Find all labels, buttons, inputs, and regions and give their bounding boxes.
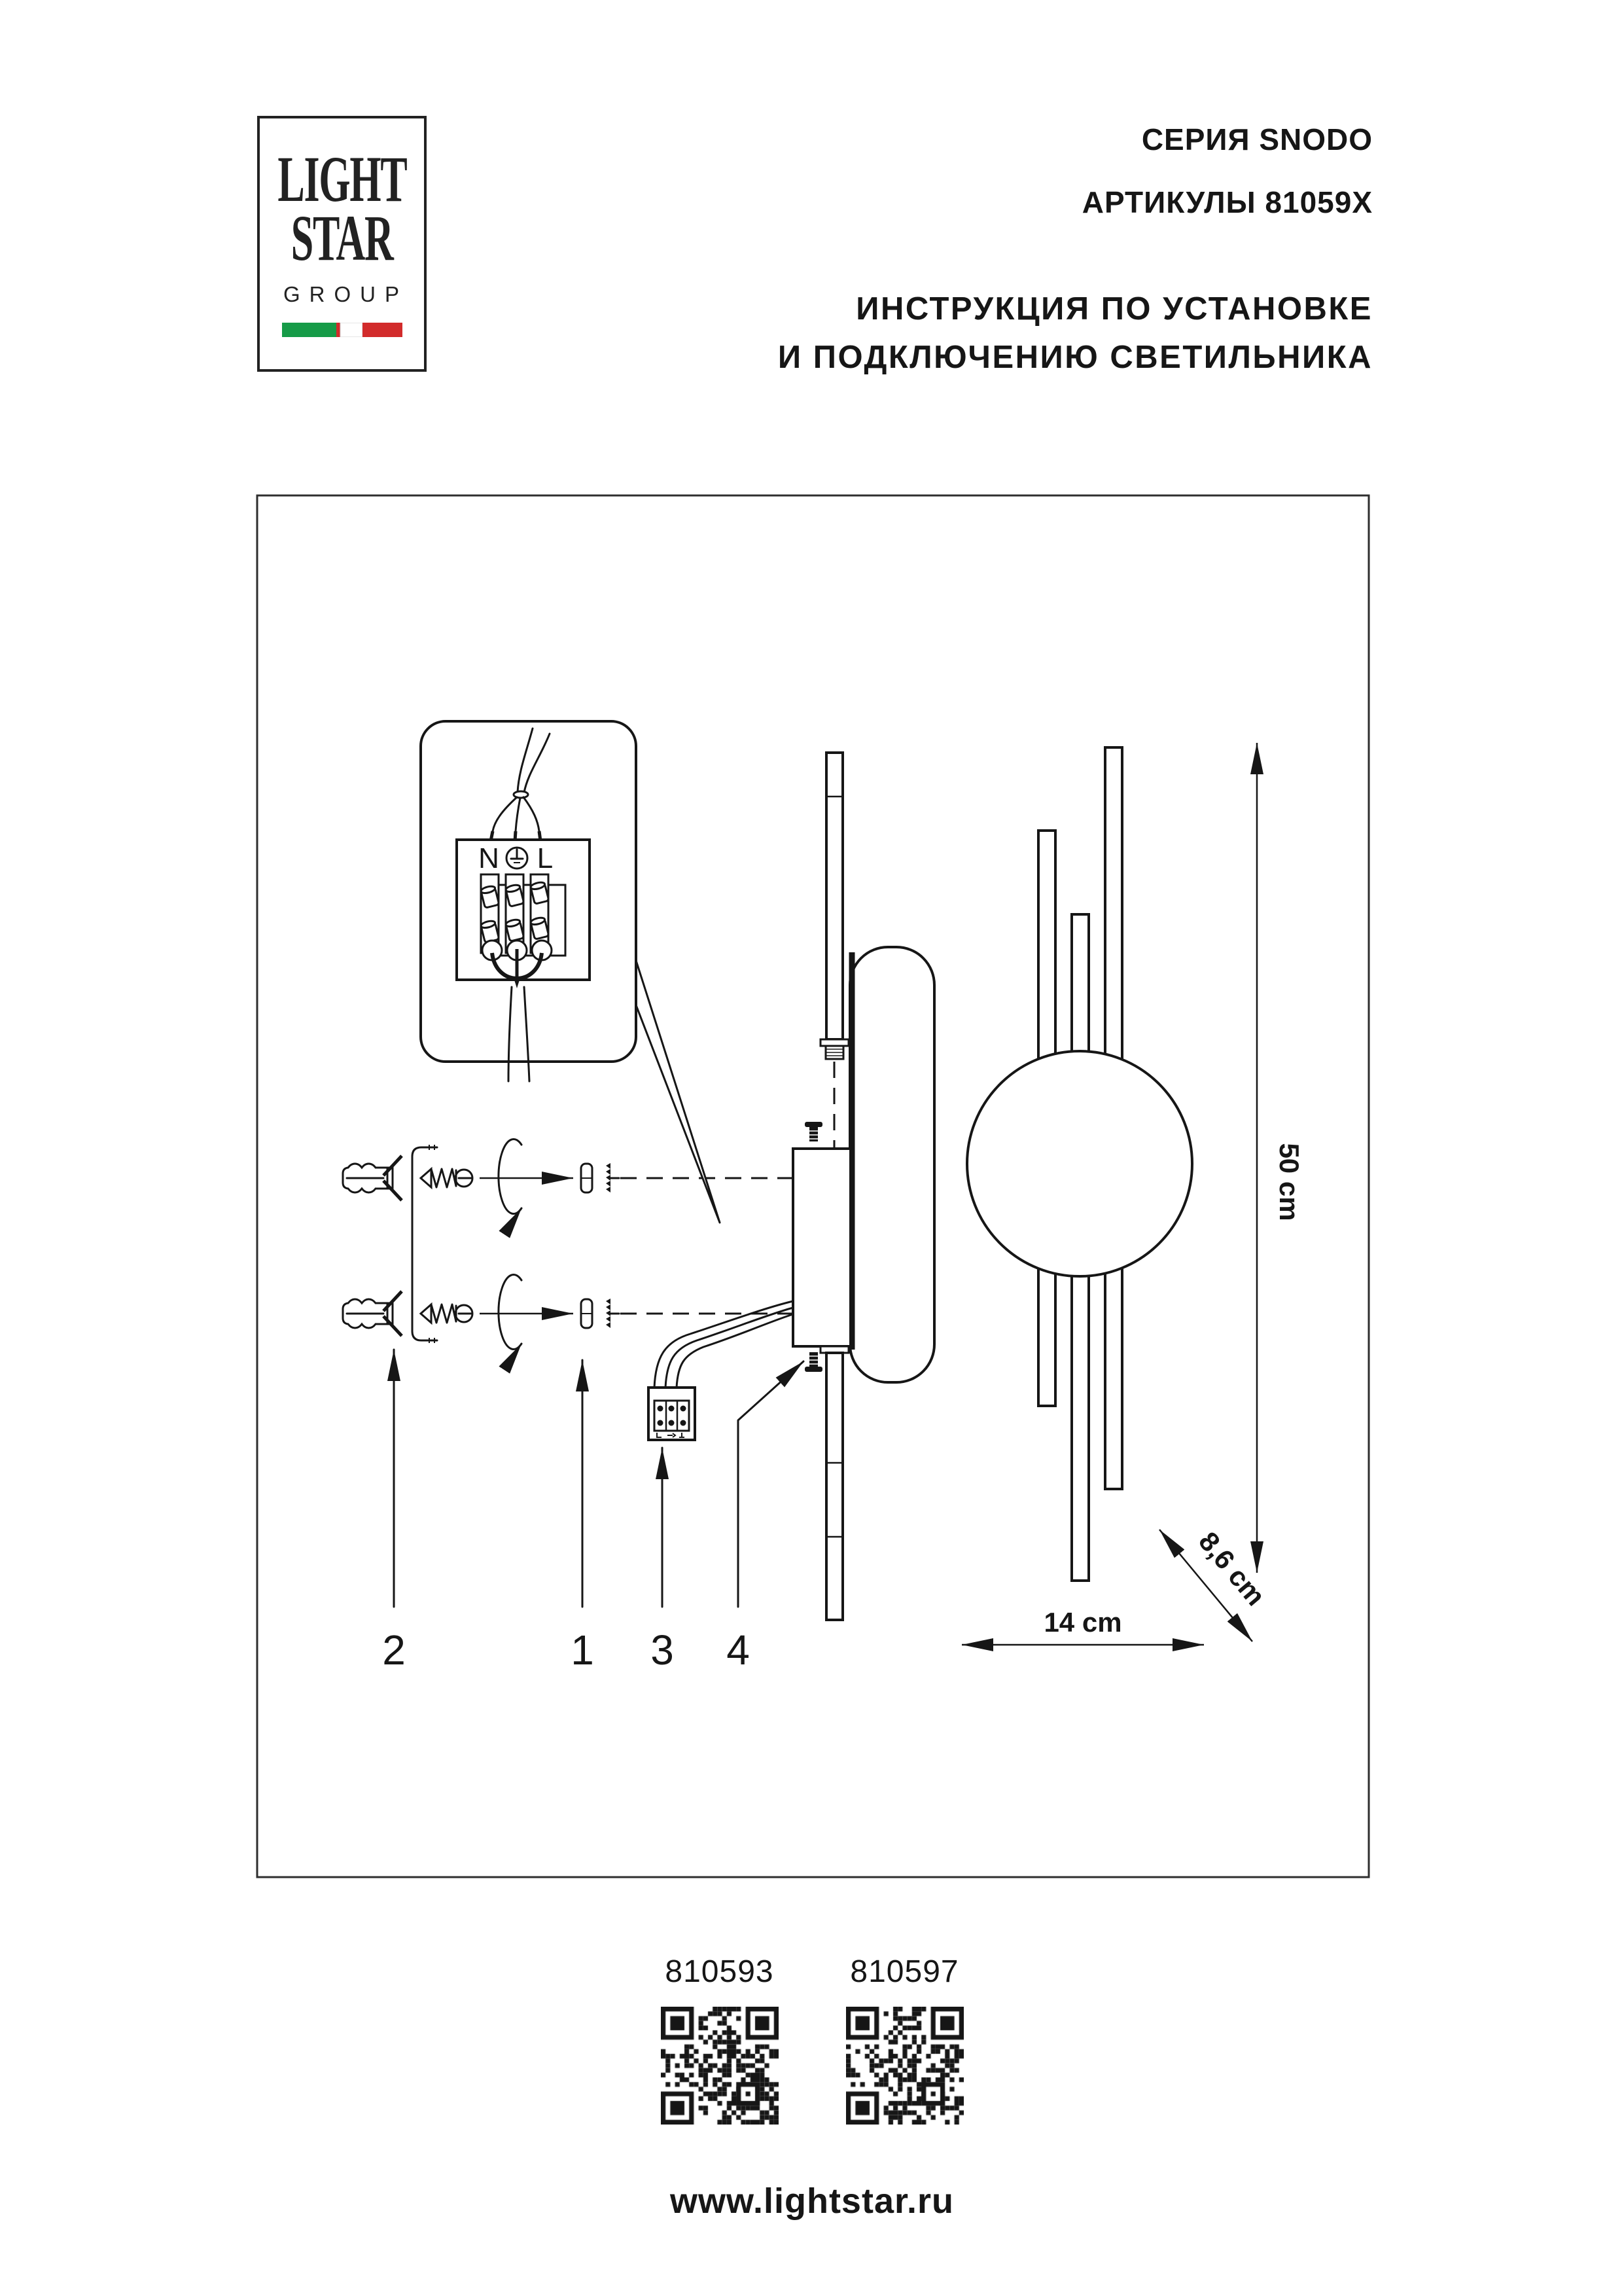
series-title: СЕРИЯ SNODO (1141, 122, 1373, 156)
qr-code (661, 2007, 779, 2125)
connector-block (648, 1388, 695, 1440)
product-variants (0, 1954, 1624, 2125)
terminal-label-l: L (537, 842, 554, 874)
dimension-depth (1159, 1526, 1271, 1641)
lower-grub-screw (805, 1352, 822, 1372)
part-label-4: 4 (726, 1626, 750, 1674)
article-number: 810593 (665, 1954, 774, 1989)
lower-tube (826, 1353, 843, 1620)
logo-word-light: LIGHT (277, 143, 407, 215)
callout-pointer (624, 922, 720, 1223)
article-number: 810597 (850, 1954, 959, 1989)
product-810597 (843, 1954, 967, 2125)
mount-row-bottom (343, 1275, 619, 1350)
terminal-block-detail (457, 840, 590, 988)
qr-code (846, 2007, 964, 2125)
instruction-title-line2: И ПОДКЛЮЧЕНИЮ СВЕТИЛЬНИКА (777, 340, 1373, 375)
depth-dimension-label: 8,6 cm (1193, 1526, 1272, 1611)
upper-grub-screw (805, 1122, 822, 1141)
shade-side (850, 947, 934, 1382)
wiring-callout (421, 721, 636, 1081)
wall-plug (343, 1156, 402, 1200)
terminal-label-n: N (478, 842, 499, 874)
upper-tube (826, 753, 843, 1039)
articles-title: АРТИКУЛЫ 81059X (1082, 185, 1373, 219)
part-label-3: 3 (650, 1626, 674, 1674)
mounting-screw (421, 1169, 472, 1187)
globe-shade (967, 1051, 1192, 1276)
width-dimension-label: 14 cm (1044, 1607, 1122, 1638)
luminaire-side-view (648, 753, 934, 1620)
rotate-arrow-icon (480, 1139, 573, 1214)
website-url: www.lightstar.ru (669, 2181, 955, 2221)
dimension-height (1257, 743, 1305, 1573)
product-810593 (658, 1954, 782, 2125)
luminaire-front-view (967, 747, 1192, 1581)
part-label-1: 1 (571, 1626, 594, 1674)
logo-word-star: STAR (291, 202, 393, 274)
height-dimension-label: 50 cm (1274, 1143, 1305, 1221)
part-leaders (394, 1350, 803, 1607)
instruction-title-line1: ИНСТРУКЦИЯ ПО УСТАНОВКЕ (856, 291, 1373, 327)
wall-edge-serration (606, 1163, 619, 1193)
fixing-pin (581, 1164, 592, 1193)
mount-row-top (343, 1139, 619, 1214)
part-label-2: 2 (382, 1626, 406, 1674)
mounting-plate (793, 1149, 851, 1346)
dimension-width (962, 1607, 1204, 1645)
logo-word-group: GROUP (283, 282, 408, 306)
